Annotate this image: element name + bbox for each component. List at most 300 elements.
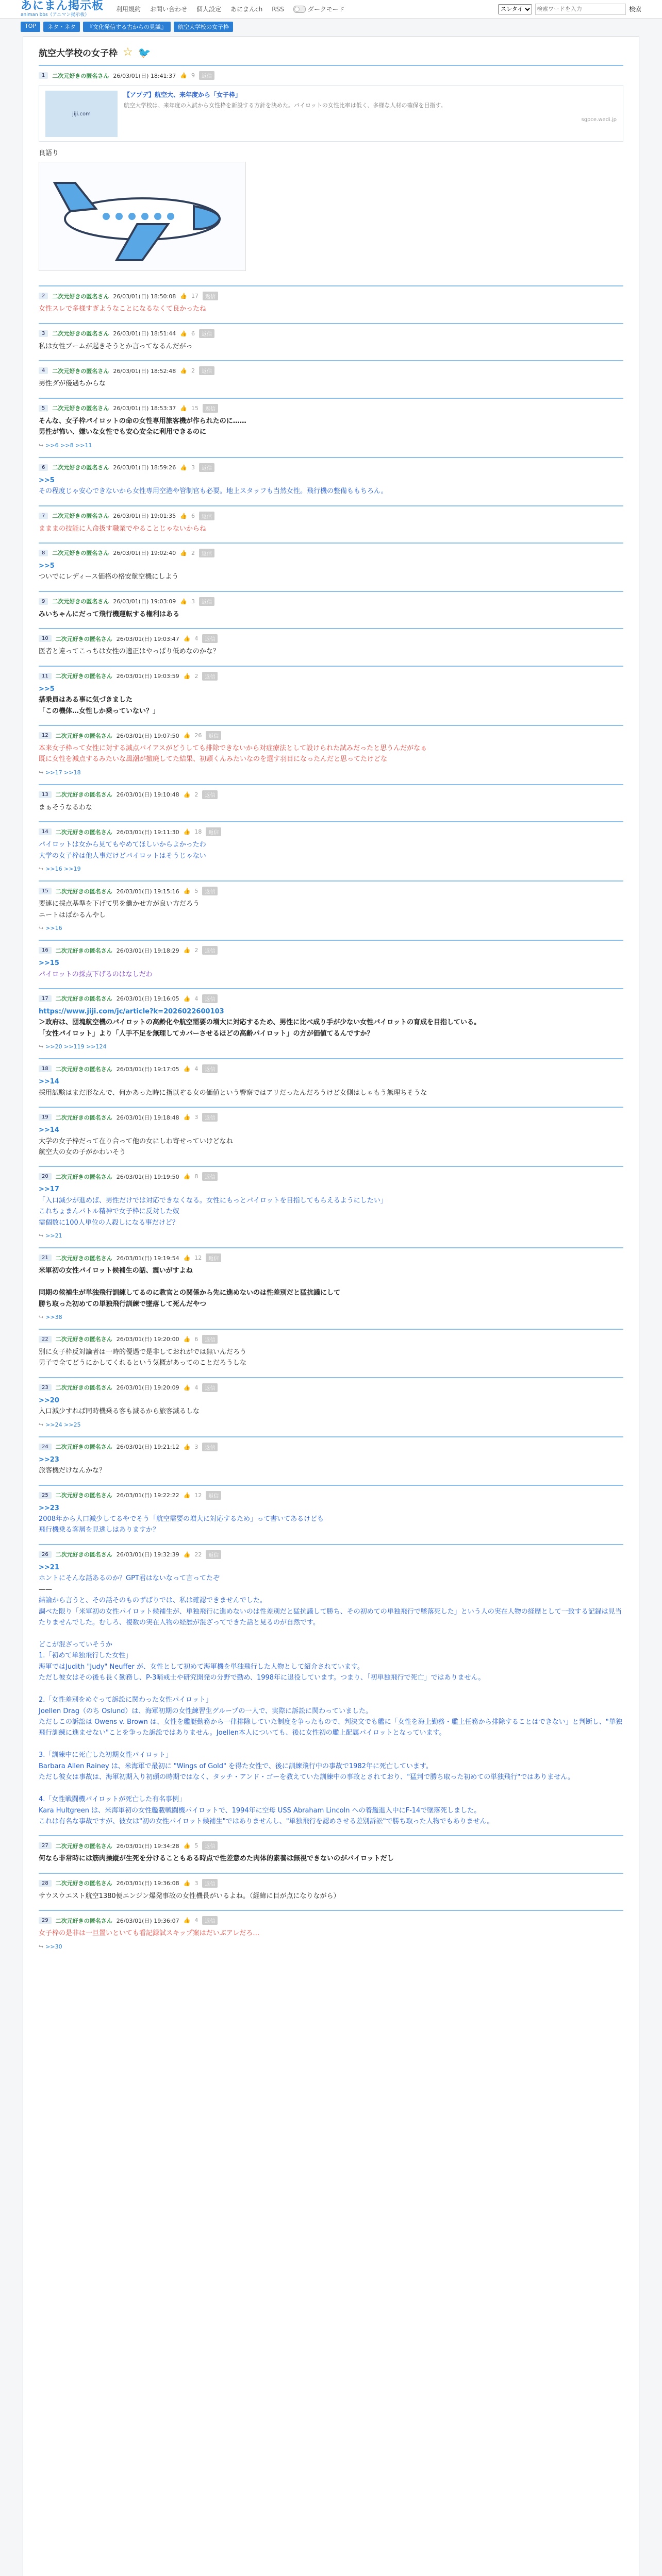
- reply-anchors[interactable]: >>16 >>19: [45, 866, 81, 873]
- post-number[interactable]: 29: [39, 1917, 52, 1924]
- post-number[interactable]: 25: [39, 1492, 52, 1499]
- logo-subtext: animan bbs（アニマン掲示板）: [21, 12, 90, 18]
- reply-links[interactable]: [39, 925, 623, 931]
- post-number[interactable]: 28: [39, 1880, 52, 1887]
- post-body: [39, 899, 623, 921]
- poster-name: 二次元好きの匿名さん: [55, 635, 112, 642]
- like-count: 4: [194, 1384, 198, 1391]
- reply-anchors[interactable]: >>6 >>8 >>11: [45, 442, 92, 449]
- post-header: [39, 1879, 623, 1888]
- post-date: 26/03/01(日) 19:36:07: [116, 1917, 179, 1924]
- like-count: 2: [191, 367, 195, 375]
- post-line: ただしこの訴訟は Owens v. Brown は、女性を艦艇勤務から一律排除していた制度を争ったもので、判決文でも艦に「女性を海上勤務・艦上任務から排除することはできない」と判断し、"単独飛行訓練に進ませない"ことを争った訴訟ではありません。Joellen本人についても、後に女性初の艦上配属パイロットとなっています。: [39, 1718, 622, 1737]
- post-date: 26/03/01(日) 19:18:48: [116, 1114, 179, 1121]
- post-line[interactable]: >>17: [39, 1185, 59, 1194]
- poster-name: 二次元好きの匿名さん: [52, 598, 109, 605]
- post-item: [39, 457, 623, 505]
- reply-links[interactable]: [39, 769, 623, 776]
- post-item: [39, 1910, 623, 1958]
- thumbs-up-icon[interactable]: 👍: [183, 1335, 191, 1343]
- like-count: 9: [191, 72, 195, 79]
- reply-button[interactable]: 返信: [202, 994, 218, 1003]
- like-count: 4: [194, 995, 198, 1002]
- reply-button[interactable]: 返信: [199, 366, 214, 375]
- poster-name: 二次元好きの匿名さん: [55, 947, 112, 954]
- post-line[interactable]: >>23: [39, 1455, 59, 1464]
- post-header: [39, 1064, 623, 1073]
- post-item: [39, 1058, 623, 1107]
- post-line: 搭乗員はある事に気づきました: [39, 696, 133, 704]
- post-item: [39, 505, 623, 543]
- reply-button[interactable]: 返信: [202, 1443, 218, 1451]
- post-number[interactable]: 1: [39, 72, 48, 79]
- reply-button[interactable]: 返信: [202, 790, 218, 799]
- post-body: [39, 1503, 623, 1536]
- reply-links[interactable]: [39, 1043, 623, 1050]
- post-number[interactable]: 26: [39, 1551, 52, 1558]
- post-line: 航空大の女の子がかわいそう: [39, 1148, 126, 1156]
- post-number[interactable]: 15: [39, 888, 52, 894]
- post-body: [39, 802, 623, 813]
- post-header: [39, 1443, 623, 1451]
- post-line: 2.「女性差別をめぐって訴訟に関わった女性パイロット」: [39, 1696, 212, 1704]
- post-line: サウスウエスト航空1380便エンジン爆発事故の女性機長がいるよね。（経緯に目が点になりながら）: [39, 1892, 340, 1900]
- post-line[interactable]: >>14: [39, 1126, 59, 1134]
- reply-anchors[interactable]: >>38: [45, 1313, 62, 1320]
- post-date: 26/03/01(日) 19:07:50: [116, 732, 179, 739]
- reply-button[interactable]: 返信: [202, 1335, 218, 1344]
- favorite-star-icon[interactable]: ☆: [123, 46, 133, 59]
- post-body: [39, 561, 623, 583]
- breadcrumb-board[interactable]: 『文化発信する古からの見識』: [83, 22, 171, 32]
- post-body: [39, 1891, 623, 1902]
- reply-links[interactable]: [39, 1232, 623, 1239]
- post-number[interactable]: 11: [39, 673, 52, 680]
- like-count: 18: [194, 828, 202, 836]
- thumbs-up-icon[interactable]: 👍: [183, 1551, 191, 1558]
- poster-name: 二次元好きの匿名さん: [55, 1444, 112, 1451]
- reply-button[interactable]: 返信: [202, 1879, 218, 1888]
- post-line: 1.「初めて単独飛行した女性」: [39, 1652, 133, 1660]
- reply-arrow-icon: ↪: [39, 1421, 44, 1428]
- post-line[interactable]: >>20: [39, 1396, 59, 1404]
- breadcrumb: [21, 22, 641, 32]
- post-line[interactable]: >>5: [39, 685, 55, 693]
- post-item: [39, 1485, 623, 1544]
- post-header: [39, 597, 623, 606]
- post-date: 26/03/01(日) 18:52:48: [113, 367, 176, 375]
- page-title: 航空大学校の女子枠: [39, 48, 118, 59]
- poster-name: 二次元好きの匿名さん: [52, 550, 109, 557]
- post-body: [39, 839, 623, 861]
- reply-button[interactable]: 返信: [199, 512, 214, 520]
- post-number[interactable]: 23: [39, 1384, 52, 1391]
- poster-name: 二次元好きの匿名さん: [55, 888, 112, 895]
- thumbs-up-icon[interactable]: 👍: [183, 1842, 191, 1850]
- poster-name: 二次元好きの匿名さん: [55, 1551, 112, 1558]
- post-line: 女性スレで多様すぎようなことになるなくて良かったね: [39, 305, 207, 313]
- reply-button[interactable]: 返信: [203, 292, 218, 300]
- like-count: 4: [194, 1065, 198, 1073]
- poster-name: 二次元好きの匿名さん: [52, 72, 109, 79]
- thumbs-up-icon[interactable]: 👍: [183, 995, 191, 1002]
- post-body: [39, 684, 623, 717]
- site-logo[interactable]: [21, 1, 104, 18]
- post-list: [39, 65, 623, 1958]
- post-header: [39, 790, 623, 799]
- post-line: 「女性パイロット」より「人手不足を無理してカバーさせるほどの高齢パイロット」の方が価値てるんですか？: [39, 1029, 374, 1038]
- post-number[interactable]: 13: [39, 791, 52, 798]
- post-number[interactable]: 4: [39, 367, 48, 374]
- thread-container: [23, 36, 639, 2576]
- like-count: 22: [194, 1551, 202, 1558]
- post-line[interactable]: >>21: [39, 1563, 59, 1571]
- reply-links[interactable]: [39, 1943, 623, 1950]
- like-count: 6: [191, 330, 195, 337]
- post-date: 26/03/01(日) 19:19:50: [116, 1173, 179, 1180]
- post-line: 男性ダが優遇ちからな: [39, 380, 106, 388]
- link-preview-card[interactable]: [39, 85, 623, 142]
- post-item: [39, 821, 623, 880]
- post-line: 本来女子枠って女性に対する減点パイアスがどうしても排除できないから対症療法として設けられた試みだったと思うんだがなぁ: [39, 744, 427, 752]
- post-body: [39, 341, 623, 352]
- thumbs-up-icon[interactable]: 👍: [180, 404, 187, 412]
- post-line: 旅客機だけなんかな？: [39, 1467, 106, 1475]
- nav-settings[interactable]: 個人設定: [196, 6, 222, 13]
- post-number[interactable]: 17: [39, 995, 52, 1002]
- thumbs-up-icon[interactable]: 👍: [183, 1879, 191, 1887]
- post-line: みいちゃんにだって飛行機運転する権利はある: [39, 610, 180, 618]
- reply-button[interactable]: 返信: [202, 1113, 218, 1122]
- post-line: Barbara Allen Rainey は、米海軍で最初に "Wings of Gold" を得た女性で、後に訓練飛行中の事故で1982年に死亡しています。: [39, 1762, 433, 1770]
- post-line[interactable]: >>14: [39, 1078, 59, 1086]
- post-line: 男性が怖い、嫌いな女性でも安心安全に利用できるのに: [39, 428, 207, 436]
- reply-button[interactable]: 返信: [206, 827, 221, 836]
- like-count: 3: [191, 464, 195, 471]
- post-line: まままの技能に人命扱す職業でやることじゃないからね: [39, 524, 207, 533]
- post-item: [39, 725, 623, 784]
- post-number[interactable]: 9: [39, 598, 48, 605]
- post-line: 2008年から人口減少してるやでそう「航空需要の増大に対応するため」って書いてあるけども: [39, 1515, 324, 1523]
- post-date: 26/03/01(日) 19:34:28: [116, 1842, 179, 1850]
- post-line[interactable]: >>5: [39, 476, 55, 484]
- post-number[interactable]: 18: [39, 1065, 52, 1072]
- post-number[interactable]: 16: [39, 947, 52, 954]
- post-date: 26/03/01(日) 19:02:40: [113, 550, 176, 557]
- post-line[interactable]: >>23: [39, 1504, 59, 1512]
- post-line: ——: [39, 1585, 52, 1594]
- nav-terms[interactable]: 利用規約: [116, 6, 141, 13]
- thread-header: [39, 42, 623, 65]
- reply-arrow-icon: ↪: [39, 925, 44, 932]
- reply-anchors[interactable]: >>24 >>25: [45, 1421, 81, 1428]
- post-line: これちょまんパトル精神で女子枠に反対した奴: [39, 1208, 179, 1216]
- thumbs-up-icon[interactable]: 👍: [183, 1114, 191, 1121]
- thumbs-up-icon[interactable]: 👍: [180, 293, 187, 300]
- reply-arrow-icon: ↪: [39, 769, 44, 776]
- like-count: 6: [191, 512, 195, 519]
- post-item: [39, 880, 623, 940]
- post-date: 26/03/01(日) 19:36:08: [116, 1880, 179, 1887]
- post-header: [39, 1550, 623, 1559]
- post-number[interactable]: 8: [39, 550, 48, 556]
- post-body: [39, 1347, 623, 1369]
- thumbs-up-icon[interactable]: 👍: [183, 1384, 191, 1391]
- link-preview-title: 【アプデ】航空大、来年度から「女子枠」: [124, 91, 242, 98]
- post-number[interactable]: 19: [39, 1114, 52, 1121]
- thumbs-up-icon[interactable]: 👍: [183, 732, 191, 739]
- nav-rss[interactable]: RSS: [272, 5, 284, 13]
- post-line: パイロットは女から見てもやめてほしいからよかったわ: [39, 841, 206, 849]
- nav-animanch[interactable]: あにまんch: [230, 6, 263, 13]
- post-date: 26/03/01(日) 19:03:09: [113, 598, 176, 605]
- reply-button[interactable]: 返信: [202, 887, 218, 895]
- post-header: [39, 1383, 623, 1392]
- post-number[interactable]: 21: [39, 1255, 52, 1261]
- like-count: 3: [194, 1114, 198, 1121]
- post-date: 26/03/01(日) 19:11:30: [116, 828, 179, 836]
- reply-anchors[interactable]: >>21: [45, 1232, 62, 1240]
- reply-button[interactable]: 返信: [206, 1253, 221, 1262]
- poster-name: 二次元好きの匿名さん: [52, 464, 109, 471]
- reply-button[interactable]: 返信: [199, 597, 214, 606]
- post-header: [39, 672, 623, 681]
- reply-links[interactable]: [39, 1314, 623, 1320]
- post-line: [39, 1684, 623, 1694]
- thumbs-up-icon[interactable]: 👍: [183, 1492, 191, 1499]
- thumbs-up-icon[interactable]: 👍: [183, 791, 191, 798]
- post-item: [39, 666, 623, 725]
- post-item: [39, 940, 623, 988]
- poster-name: 二次元好きの匿名さん: [55, 791, 112, 799]
- post-number[interactable]: 3: [39, 330, 48, 337]
- logo-text: あにまん掲示板: [21, 0, 104, 12]
- post-number[interactable]: 14: [39, 828, 52, 835]
- reply-button[interactable]: 返信: [202, 1841, 218, 1850]
- post-number[interactable]: 22: [39, 1336, 52, 1343]
- reply-button[interactable]: 返信: [202, 672, 218, 681]
- thumbs-up-icon[interactable]: 👍: [180, 512, 187, 519]
- breadcrumb-category[interactable]: ネタ・ネタ: [43, 22, 80, 32]
- poster-name: 二次元好きの匿名さん: [55, 1880, 112, 1887]
- thumbs-up-icon[interactable]: 👍: [180, 549, 187, 556]
- poster-name: 二次元好きの匿名さん: [55, 1917, 112, 1924]
- poster-name: 二次元好きの匿名さん: [55, 828, 112, 836]
- like-count: 12: [194, 1255, 202, 1262]
- reply-anchors[interactable]: >>20 >>119 >>124: [45, 1043, 107, 1050]
- like-count: 6: [194, 1335, 198, 1343]
- post-body: [39, 1006, 623, 1039]
- reply-button[interactable]: 返信: [202, 1172, 218, 1181]
- search-input[interactable]: [535, 4, 626, 15]
- thumbs-up-icon[interactable]: 👍: [183, 1443, 191, 1450]
- post-date: 26/03/01(日) 19:16:05: [116, 995, 179, 1003]
- reply-anchors[interactable]: >>30: [45, 1943, 62, 1950]
- reply-button[interactable]: 返信: [202, 1916, 218, 1925]
- like-count: 2: [194, 672, 198, 680]
- reply-button[interactable]: 返信: [199, 549, 214, 557]
- poster-name: 二次元好きの匿名さん: [55, 673, 112, 680]
- poster-name: 二次元好きの匿名さん: [55, 995, 112, 1003]
- thumbs-up-icon[interactable]: 👍: [183, 1917, 191, 1924]
- like-count: 2: [191, 549, 195, 556]
- dark-mode-toggle[interactable]: [293, 5, 345, 13]
- thumbs-up-icon[interactable]: 👍: [180, 464, 187, 471]
- post-body: [39, 646, 623, 657]
- post-number[interactable]: 24: [39, 1444, 52, 1450]
- post-line: 大学の女子枠だって在り合って他の女にしわ寄せっていけどなね: [39, 1137, 233, 1145]
- thumbs-up-icon[interactable]: 👍: [183, 828, 191, 836]
- search-button[interactable]: 検索: [628, 6, 641, 13]
- thumbs-up-icon[interactable]: 👍: [183, 1065, 191, 1073]
- thumbs-up-icon[interactable]: 👍: [183, 672, 191, 680]
- thumbs-up-icon[interactable]: 👍: [180, 367, 187, 375]
- post-number[interactable]: 20: [39, 1173, 52, 1180]
- reply-button[interactable]: 返信: [199, 71, 214, 80]
- post-item: [39, 360, 623, 397]
- thumbs-up-icon[interactable]: 👍: [183, 888, 191, 895]
- reply-button[interactable]: 返信: [202, 1383, 218, 1392]
- post-line: ついでにレディース価格の格安航空機にしよう: [39, 573, 179, 581]
- post-number[interactable]: 7: [39, 513, 48, 519]
- reply-button[interactable]: 返信: [199, 463, 214, 472]
- thumbs-up-icon[interactable]: 👍: [183, 1173, 191, 1180]
- post-date: 26/03/01(日) 19:22:22: [116, 1492, 179, 1499]
- post-line: 海軍ではJudith "Judy" Neuffer が、女性として初めて海軍機を単独飛行した人物として紹介されています。: [39, 1663, 364, 1671]
- reply-button[interactable]: 返信: [206, 1550, 221, 1559]
- breadcrumb-thread[interactable]: 航空大学校の女子枠: [174, 22, 233, 32]
- post-line: 医者と違ってこっちは女性の適正はやっぱり低めなのかな？: [39, 648, 220, 656]
- post-body: [39, 378, 623, 389]
- reply-arrow-icon: ↪: [39, 866, 44, 873]
- post-line: 需個数に100人単位の人殺しになる事だけど？: [39, 1218, 179, 1227]
- reply-anchors[interactable]: >>16: [45, 925, 62, 932]
- post-body: [39, 523, 623, 534]
- reply-arrow-icon: ↪: [39, 1943, 44, 1950]
- post-line: 男子で全てどうにかしてくれるという気概があってのことだろうしな: [39, 1359, 246, 1367]
- reply-links[interactable]: [39, 1421, 623, 1428]
- poster-name: 二次元好きの匿名さん: [55, 1492, 112, 1499]
- post-line: [39, 1783, 623, 1794]
- twitter-share-icon[interactable]: 🐦: [138, 46, 151, 59]
- post-date: 26/03/01(日) 19:19:54: [116, 1255, 179, 1262]
- post-item: [39, 784, 623, 821]
- reply-button[interactable]: 返信: [203, 404, 218, 413]
- thumbs-up-icon[interactable]: 👍: [180, 598, 187, 605]
- airplane-illustration: [39, 162, 246, 271]
- post-line: [39, 1739, 623, 1750]
- main-nav: [116, 5, 344, 13]
- post-date: 26/03/01(日) 19:15:16: [116, 888, 179, 895]
- post-header: [39, 366, 623, 375]
- like-count: 5: [194, 1842, 198, 1850]
- post-line[interactable]: >>5: [39, 562, 55, 570]
- post-number[interactable]: 27: [39, 1842, 52, 1849]
- poster-name: 二次元好きの匿名さん: [55, 1336, 112, 1343]
- post-body: [39, 609, 623, 620]
- post-line: [39, 1277, 623, 1287]
- thumbs-up-icon[interactable]: 👍: [183, 947, 191, 954]
- post-header: [39, 329, 623, 338]
- post-line: 大学の女子枠は他人事だけどパイロットはそうじゃない: [39, 852, 206, 860]
- reply-links[interactable]: [39, 866, 623, 872]
- post-date: 26/03/01(日) 18:53:37: [113, 405, 176, 412]
- post-number[interactable]: 10: [39, 635, 52, 642]
- post-header: [39, 292, 623, 300]
- post-date: 26/03/01(日) 19:20:09: [116, 1384, 179, 1392]
- post-item: [39, 628, 623, 665]
- post-date: 26/03/01(日) 18:50:08: [113, 293, 176, 300]
- post-body: [39, 1928, 623, 1939]
- nav-contact[interactable]: お問い合わせ: [150, 6, 188, 13]
- post-line: ただし彼女は事故は、海軍初期入り初頭の時期ではなく、タッチ・アンド・ゴーを教えていた訓練中の事故とされており、"猛判で勝ち取った初めての単独飛行"ではありません。: [39, 1773, 574, 1782]
- post-line: 良語り: [39, 149, 59, 157]
- post-item: [39, 1247, 623, 1329]
- reply-button[interactable]: 返信: [202, 634, 218, 643]
- thumbs-up-icon[interactable]: 👍: [183, 635, 191, 642]
- poster-name: 二次元好きの匿名さん: [55, 1114, 112, 1121]
- post-number[interactable]: 6: [39, 464, 48, 471]
- post-header: [39, 1113, 623, 1122]
- post-date: 26/03/01(日) 19:18:29: [116, 947, 179, 954]
- post-body: [39, 303, 623, 314]
- post-body: [39, 1395, 623, 1417]
- post-number[interactable]: 5: [39, 405, 48, 412]
- post-body: [39, 1562, 623, 1827]
- post-number[interactable]: 12: [39, 732, 52, 739]
- post-line: パイロットの採点下げるのはなしだわ: [39, 970, 153, 978]
- post-line[interactable]: https://www.jiji.com/jc/article?k=2026022600103: [39, 1007, 224, 1015]
- reply-links[interactable]: [39, 442, 623, 449]
- reply-button[interactable]: 返信: [206, 1491, 221, 1500]
- post-body: [39, 1184, 623, 1228]
- post-line[interactable]: >>15: [39, 959, 59, 968]
- reply-button[interactable]: 返信: [199, 329, 214, 338]
- thumbs-up-icon[interactable]: 👍: [180, 72, 187, 79]
- reply-anchors[interactable]: >>17 >>18: [45, 769, 81, 776]
- breadcrumb-top[interactable]: TOP: [21, 22, 40, 32]
- post-line: 既に女性を減点するみたいな風潮が撤廃してた結果、初頭くんみたいなのを選す羽目になったんだと思ってたけどな: [39, 755, 388, 764]
- post-header: [39, 1335, 623, 1344]
- post-line: 要連に採点基準を下げて男を働かせ方が良い方だろう: [39, 900, 200, 908]
- post-line: まぁそうなるわな: [39, 803, 93, 811]
- reply-button[interactable]: 返信: [206, 731, 221, 740]
- post-number[interactable]: 2: [39, 293, 48, 299]
- post-date: 26/03/01(日) 19:20:00: [116, 1336, 179, 1343]
- post-line: 私は女性ブームが起きそうとか言ってなるんだがっ: [39, 342, 193, 350]
- post-line: 入口減少すれば同時機乗る客も減るから旅客減るしな: [39, 1408, 200, 1416]
- post-header: [39, 1491, 623, 1500]
- reply-button[interactable]: 返信: [202, 1064, 218, 1073]
- post-header: [39, 1841, 623, 1850]
- thumbs-up-icon[interactable]: 👍: [180, 330, 187, 337]
- poster-name: 二次元好きの匿名さん: [52, 513, 109, 519]
- post-date: 26/03/01(日) 18:59:26: [113, 464, 176, 471]
- thumbs-up-icon[interactable]: 👍: [183, 1255, 191, 1262]
- post-line: 採用試験はまだ形なんで、何かあった時に指以ぞる女の価値という警察ではアリだったんだろうけど女側はしゃもう無理ちそうな: [39, 1089, 427, 1097]
- toggle-switch[interactable]: [293, 6, 306, 13]
- search-scope-select[interactable]: [498, 4, 532, 14]
- post-item: [39, 1166, 623, 1247]
- post-date: 26/03/01(日) 19:17:05: [116, 1065, 179, 1073]
- post-date: 26/03/01(日) 19:32:39: [116, 1551, 179, 1558]
- poster-name: 二次元好きの匿名さん: [55, 1842, 112, 1850]
- reply-arrow-icon: ↪: [39, 1313, 44, 1320]
- post-item: [39, 65, 623, 285]
- post-header: [39, 512, 623, 520]
- reply-button[interactable]: 返信: [202, 946, 218, 955]
- post-line: 4.「女性戦闘機パイロットが死亡した有名事例」: [39, 1795, 186, 1804]
